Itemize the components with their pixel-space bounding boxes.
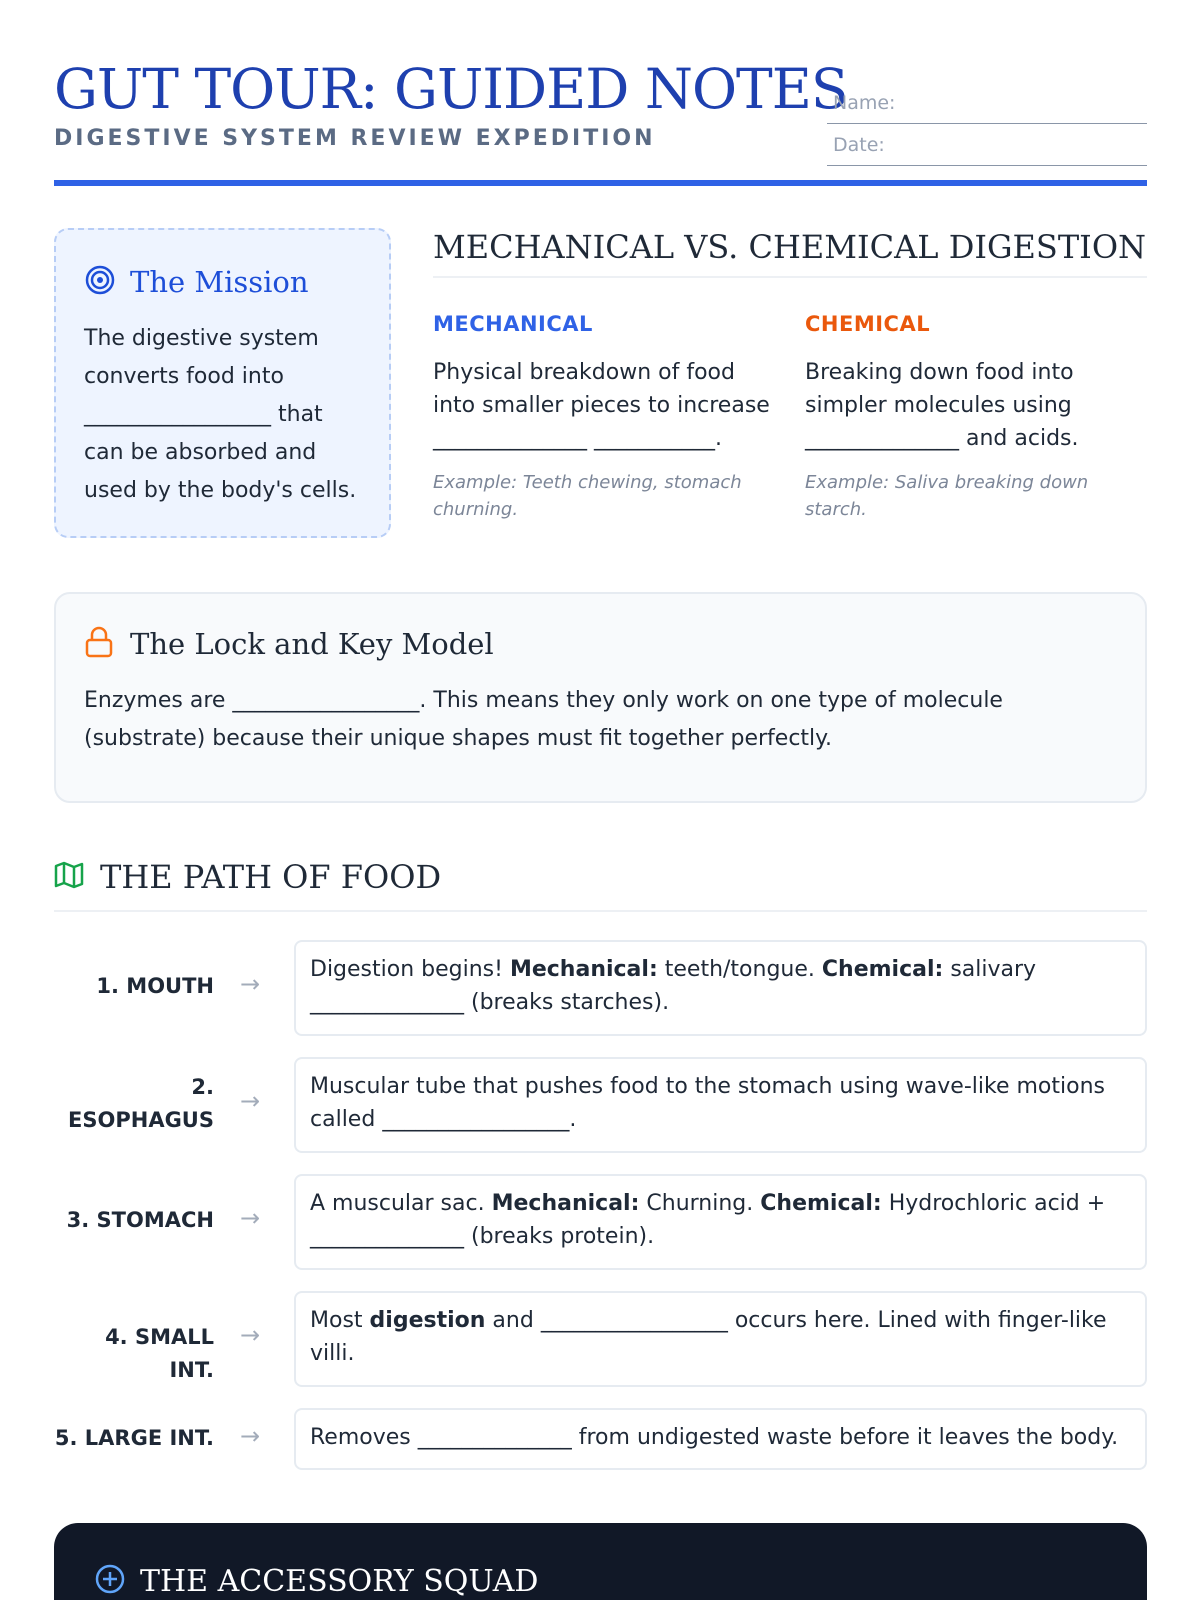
page-header: [54, 56, 1147, 188]
date-field[interactable]: [827, 126, 1147, 166]
squad-title: THE ACCESSORY SQUAD: [140, 1563, 539, 1599]
step-description: Muscular tube that pushes food to the stomach using wave-like motions called _________________.: [294, 1057, 1147, 1153]
lock-icon: [84, 626, 114, 662]
mission-text-part: that can be absorbed and used by the body's cells.: [84, 402, 357, 503]
chemical-column: [805, 312, 1145, 523]
step-label: 2. ESOPHAGUS: [68, 1075, 214, 1132]
fill-blank[interactable]: ______________: [417, 1425, 572, 1450]
arrow-right-icon: →: [240, 1321, 261, 1349]
fill-blank[interactable]: ______________: [310, 1224, 464, 1249]
name-label: Name:: [833, 92, 896, 114]
chemical-text: [805, 356, 1145, 455]
step-description: Removes ______________ from undigested waste before it leaves the body.: [294, 1408, 1147, 1470]
lock-title: The Lock and Key Model: [130, 627, 494, 661]
mission-text: [84, 320, 361, 510]
lock-text-part: Enzymes are: [84, 688, 226, 713]
step-label: 3. STOMACH: [66, 1208, 214, 1232]
step-label: 4. SMALL INT.: [105, 1325, 214, 1382]
mission-title: The Mission: [130, 265, 309, 299]
fill-blank[interactable]: ______________: [310, 990, 464, 1015]
fill-blank[interactable]: _________________: [84, 402, 271, 427]
step-description: Digestion begins! Mechanical: teeth/tongue. Chemical: salivary ______________ (breaks starches).: [294, 940, 1147, 1036]
path-section-header: [54, 858, 1147, 912]
mechanical-label: MECHANICAL: [433, 312, 593, 336]
path-title: THE PATH OF FOOD: [100, 858, 442, 896]
arrow-right-icon: →: [240, 1204, 261, 1232]
arrow-right-icon: →: [240, 970, 261, 998]
map-icon: [54, 861, 84, 893]
step-description: A muscular sac. Mechanical: Churning. Chemical: Hydrochloric acid + ______________ (breaks protein).: [294, 1174, 1147, 1270]
mechanical-text: [433, 356, 773, 455]
arrow-right-icon: →: [240, 1422, 261, 1450]
arrow-right-icon: →: [240, 1087, 261, 1115]
fill-blank[interactable]: _________________: [540, 1308, 728, 1333]
date-label: Date:: [833, 134, 885, 156]
lock-text-part: . This means they only work on one type of molecule (substrate) because their unique shapes must fit together perfectly.: [84, 688, 1003, 751]
target-icon: [84, 264, 116, 300]
step-label: 1. MOUTH: [96, 974, 214, 998]
page-title: GUT TOUR: GUIDED NOTES: [54, 57, 848, 121]
page-subtitle: DIGESTIVE SYSTEM REVIEW EXPEDITION: [54, 126, 656, 151]
fill-blank[interactable]: ______________: [805, 426, 959, 451]
chemical-description-end: and acids.: [966, 426, 1079, 451]
mechanical-description: Physical breakdown of food into smaller pieces to increase: [433, 360, 770, 418]
mission-card: [54, 228, 391, 538]
fill-blank[interactable]: ______________ ___________.: [433, 426, 722, 451]
mechanical-column: [433, 312, 773, 523]
accessory-squad-card: [54, 1523, 1147, 1600]
mission-text-part: The digestive system converts food into: [84, 326, 319, 389]
lock-text: [84, 682, 1117, 758]
fill-blank[interactable]: _________________: [382, 1107, 570, 1132]
student-fields: [827, 84, 1147, 168]
fill-blank[interactable]: _________________: [232, 688, 420, 713]
chemical-label: CHEMICAL: [805, 312, 931, 336]
step-label: 5. LARGE INT.: [54, 1426, 214, 1450]
chemical-description: Breaking down food into simpler molecules using: [805, 360, 1074, 418]
header-divider: [54, 180, 1147, 186]
chemical-example: Example: Saliva breaking down starch.: [805, 472, 1089, 520]
mechanical-example: Example: Teeth chewing, stomach churning.: [433, 472, 742, 520]
step-description: Most digestion and _________________ occurs here. Lined with finger-like villi.: [294, 1291, 1147, 1387]
digestion-comparison: [433, 228, 1147, 523]
name-field[interactable]: [827, 84, 1147, 124]
lock-key-card: [54, 592, 1147, 803]
plus-circle-icon: [94, 1563, 126, 1599]
comparison-title: MECHANICAL VS. CHEMICAL DIGESTION: [433, 228, 1147, 278]
